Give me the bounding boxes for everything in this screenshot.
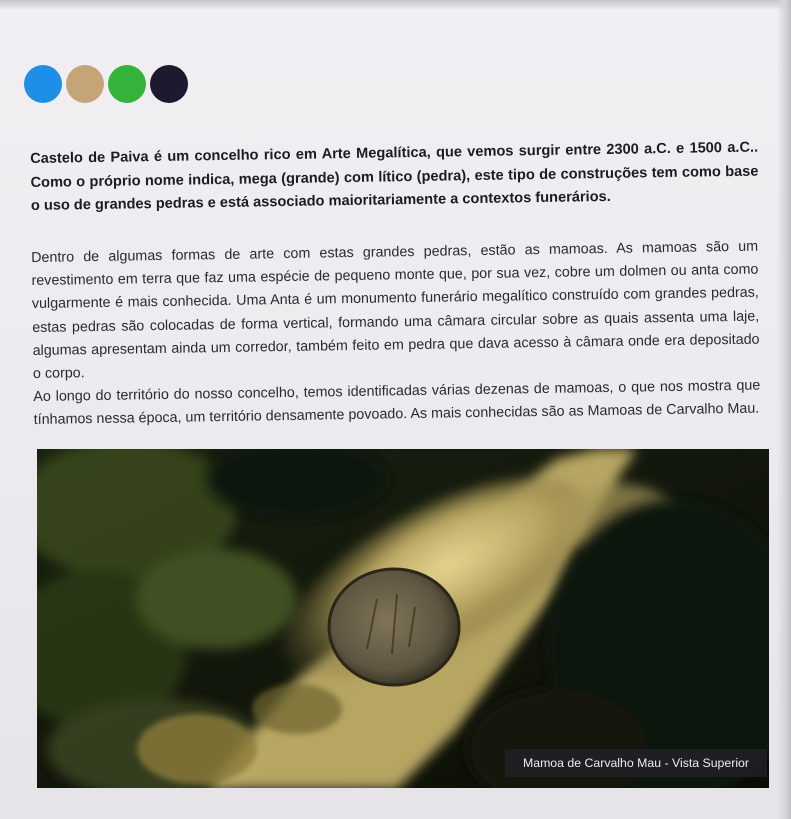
intro-paragraph: Castelo de Paiva é um concelho rico em Arte Megalítica, que vemos surgir entre 2300 a.C. e 1500 a.C.. Como o próprio nome indica, mega (grande) com lítico (pedra), este tipo de construções tem como base o uso de grandes pedras e está associado maioritariamente a contextos funerários. — [30, 139, 759, 214]
body-paragraph-2: Ao longo do território do nosso concelho, temos identificadas várias dezenas de mamoas, o que nos mostra que tínhamos nessa época, um território densamente povoado. As mais conhecidas são as Mamoas de Carvalho Mau. — [33, 377, 761, 429]
aerial-photo-illustration — [37, 449, 769, 788]
navy-dot — [150, 65, 188, 103]
blue-dot — [24, 65, 62, 103]
mamoa-photo — [37, 449, 769, 788]
photo-caption: Mamoa de Carvalho Mau - Vista Superior — [505, 749, 767, 777]
page-right-shadow — [777, 0, 791, 819]
body-text — [31, 236, 761, 433]
green-dot — [108, 65, 146, 103]
color-dots — [24, 65, 188, 103]
tan-dot — [66, 65, 104, 103]
page-top-shadow — [0, 0, 791, 10]
body-paragraph-1: Dentro de algumas formas de arte com estas grandes pedras, estão as mamoas. As mamoas são um revestimento em terra que faz uma espécie de pequeno monte que, por sua vez, cobre um dolmen ou anta como vulgarmente é mais conhecida. Uma Anta é um monumento funerário megalítico construído com grandes pedras, estas pedras são colocadas de forma vertical, formando uma câmara circular sobre as quais assenta uma laje, algumas apresentam ainda um corredor, também feito em pedra que dava acesso à câmara onde era depositado o corpo. — [31, 238, 760, 382]
